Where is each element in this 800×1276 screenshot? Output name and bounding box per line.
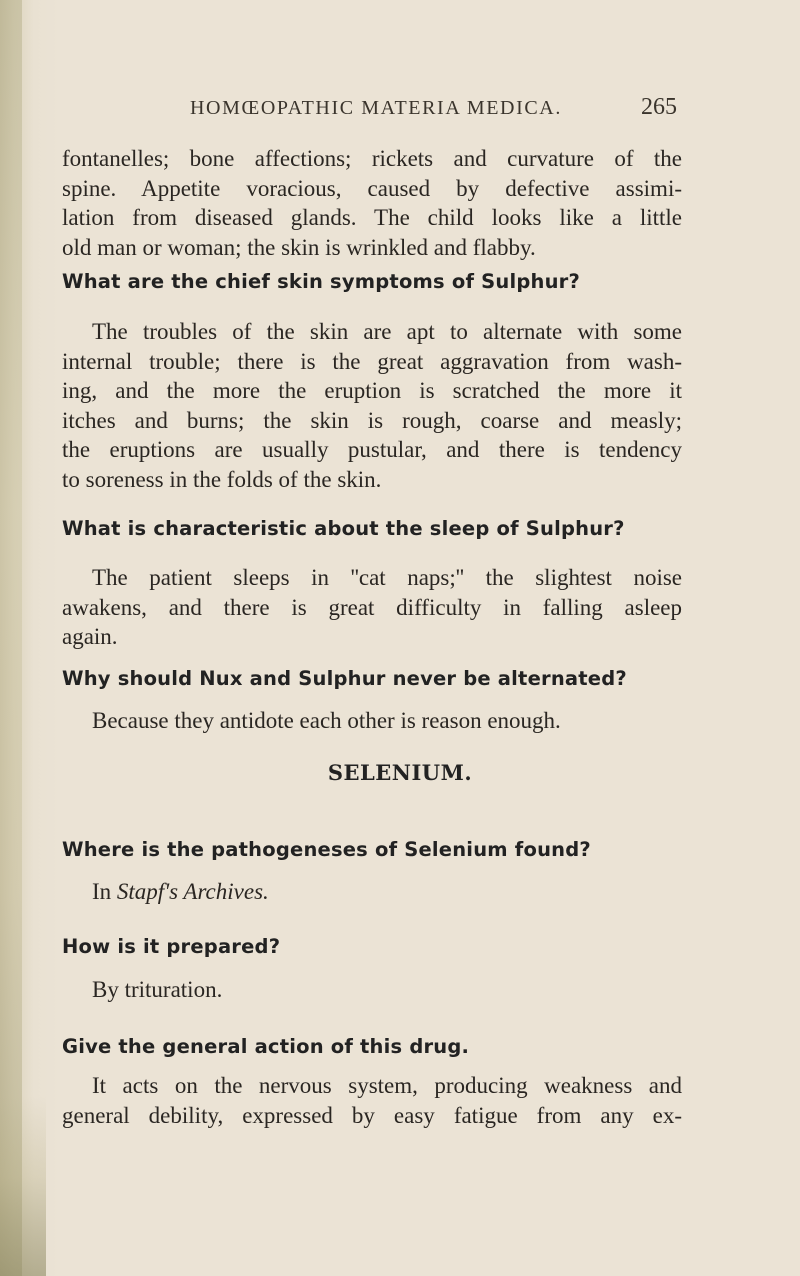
- text-line: The patient sleeps in ''cat naps;'' the slightest noise: [92, 565, 682, 590]
- text-line: spine. Appetite voracious, caused by defective assimi-: [62, 175, 682, 201]
- question-heading: What are the chief skin symptoms of Sulphur?: [62, 270, 580, 293]
- question-heading: Give the general action of this drug.: [62, 1035, 470, 1058]
- question-heading: What is characteristic about the sleep of Sulphur?: [62, 517, 625, 540]
- text-line: to soreness in the folds of the skin.: [62, 466, 382, 492]
- text-line: [62, 877, 682, 907]
- text-line: again.: [62, 624, 118, 649]
- page-gutter-shadow: [0, 0, 22, 1276]
- text-line: It acts on the nervous system, producing weakness and: [92, 1073, 682, 1098]
- question-heading: Where is the pathogeneses of Selenium found?: [62, 838, 591, 861]
- text-line: awakens, and there is great difficulty in falling asleep: [62, 594, 682, 620]
- paragraph-continuation: [62, 144, 682, 262]
- text-line: fontanelles; bone affections; rickets and curvature of the: [62, 146, 682, 171]
- page-corner-stain: [0, 1096, 46, 1276]
- text-line: By trituration.: [92, 977, 223, 1002]
- answer-paragraph: [62, 706, 682, 736]
- question-heading: Why should Nux and Sulphur never be alternated?: [62, 667, 627, 690]
- text-line: ing, and the more the eruption is scratched the more it: [62, 378, 682, 403]
- answer-paragraph: [62, 317, 682, 494]
- text-line: internal trouble; there is the great aggravation from wash-: [62, 348, 682, 374]
- answer-prefix: In: [92, 879, 117, 904]
- text-line: itches and burns; the skin is rough, coarse and measly;: [62, 407, 682, 433]
- page-header: [0, 94, 800, 127]
- text-line: the eruptions are usually pustular, and there is tendency: [62, 437, 682, 462]
- text-line: general debility, expressed by easy fatigue from any ex-: [62, 1102, 682, 1128]
- running-head: HOMŒOPATHIC MATERIA MEDICA.: [190, 97, 562, 119]
- answer-paragraph: [62, 1071, 682, 1130]
- text-line: old man or woman; the skin is wrinkled and flabby.: [62, 234, 536, 260]
- question-heading: How is it prepared?: [62, 935, 281, 958]
- text-line: Because they antidote each other is reason enough.: [92, 708, 561, 733]
- text-line: lation from diseased glands. The child looks like a little: [62, 205, 682, 230]
- answer-paragraph: [62, 975, 682, 1005]
- text-line: The troubles of the skin are apt to alternate with some: [92, 319, 682, 344]
- answer-paragraph: [62, 877, 682, 907]
- answer-paragraph: [62, 563, 682, 652]
- section-heading: SELENIUM.: [327, 760, 473, 785]
- source-title: Stapf's Archives.: [116, 879, 269, 904]
- page-number: 265: [641, 94, 677, 120]
